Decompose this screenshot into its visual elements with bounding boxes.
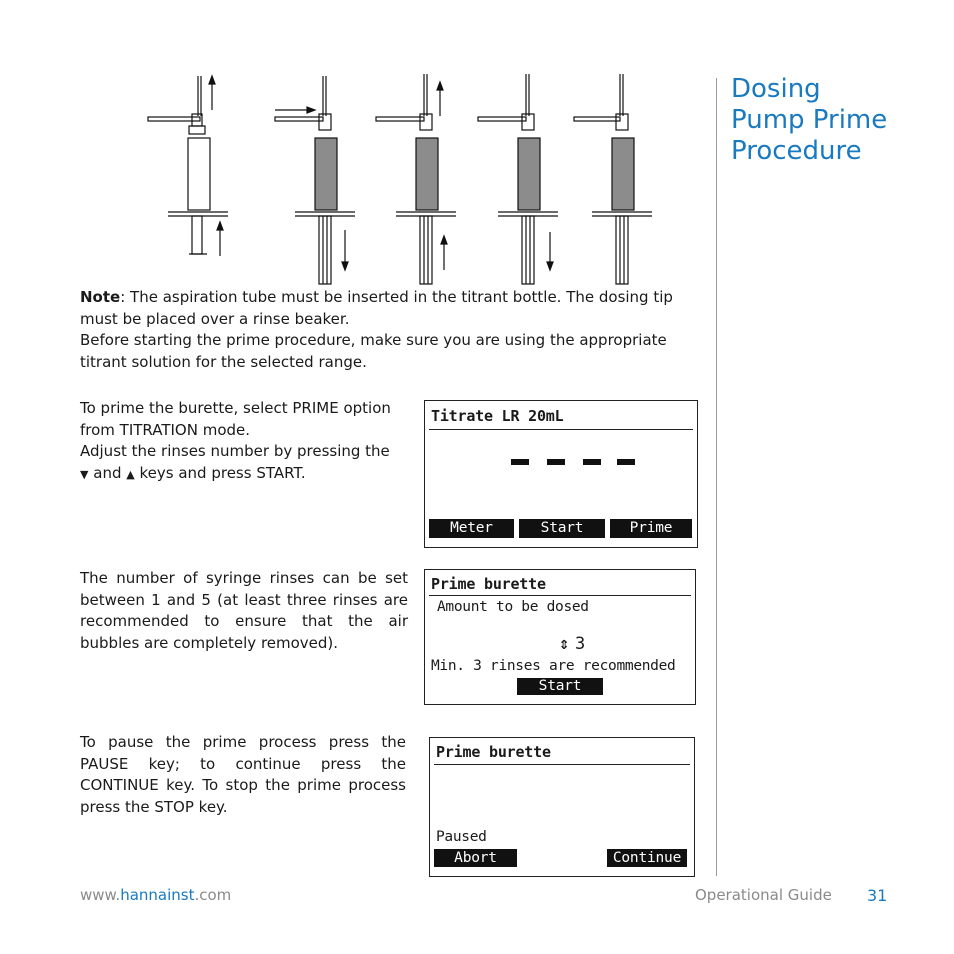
page-number: 31 <box>867 886 888 905</box>
step1-and: and <box>93 463 122 482</box>
up-arrow-icon: ▲ <box>126 467 135 481</box>
dash-digit <box>511 459 529 465</box>
section-title <box>731 74 931 167</box>
step1-text-pre: Adjust the rinses number by pressing the <box>80 442 390 460</box>
syringe-2 <box>275 76 355 284</box>
rinses-value[interactable]: 3 <box>575 634 585 654</box>
section-title-line: Dosing <box>731 74 821 104</box>
vertical-divider <box>716 78 717 876</box>
note-label: Note <box>80 288 121 306</box>
amount-label: Amount to be dosed <box>437 599 589 615</box>
url-brand: hannainst <box>120 886 195 904</box>
note-text: : The aspiration tube must be inserted in the titrant bottle. The dosing tip must be placed over a rinse beaker. <box>80 288 673 328</box>
url-prefix: www. <box>80 886 121 904</box>
note-line-1 <box>80 287 700 330</box>
note-paragraph <box>80 287 700 373</box>
lcd-title: Prime burette <box>431 575 546 593</box>
down-arrow-icon: ▼ <box>80 467 89 481</box>
step2-text: The number of syringe rinses can be set between 1 and 5 (at least three rinses are recommended to ensure that the air bubbles are completely removed). <box>80 569 408 652</box>
lcd-screen-paused <box>429 737 695 877</box>
step1-text-1: To prime the burette, select PRIME option from TITRATION mode. <box>80 399 391 439</box>
lcd-screen-titrate <box>424 400 698 548</box>
step1-text <box>80 398 412 485</box>
note-text-2: Before starting the prime procedure, make sure you are using the appropriate titrant solution for the selected range. <box>80 331 667 371</box>
step1-text-post: keys and press START. <box>139 463 306 482</box>
step1-text-2 <box>80 441 412 485</box>
softkey-prime[interactable]: Prime <box>610 519 692 538</box>
footer-guide: Operational Guide <box>695 886 832 904</box>
syringe-prime-diagram <box>140 70 660 288</box>
footer-url[interactable] <box>80 886 231 904</box>
section-title-line: Pump Prime <box>731 105 888 135</box>
lcd-title-underline <box>429 595 691 596</box>
lcd-title: Prime burette <box>436 743 551 761</box>
recommend-text: Min. 3 rinses are recommended <box>431 658 676 674</box>
dash-digit <box>547 459 565 465</box>
dash-digit <box>583 459 601 465</box>
updown-icon: ⇕ <box>559 634 569 654</box>
lcd-title-underline <box>429 429 693 430</box>
lcd-screen-prime <box>424 569 696 705</box>
paused-status: Paused <box>436 829 487 845</box>
syringe-5 <box>574 74 652 284</box>
syringe-1 <box>148 76 228 256</box>
syringe-3 <box>376 74 456 284</box>
softkey-continue[interactable]: Continue <box>607 849 687 867</box>
softkey-start[interactable]: Start <box>519 519 605 538</box>
softkey-meter[interactable]: Meter <box>429 519 514 538</box>
dash-digit <box>617 459 635 465</box>
url-suffix: .com <box>194 886 232 904</box>
softkey-start[interactable]: Start <box>517 678 603 695</box>
syringe-4 <box>478 74 558 284</box>
section-title-line: Procedure <box>731 136 862 166</box>
step3-text: To pause the prime process press the PAUSE key; to continue press the CONTINUE key. To stop the prime process press the STOP key. <box>80 733 406 816</box>
softkey-abort[interactable]: Abort <box>434 849 517 867</box>
lcd-title-underline <box>434 764 690 765</box>
lcd-title: Titrate LR 20mL <box>431 407 564 425</box>
